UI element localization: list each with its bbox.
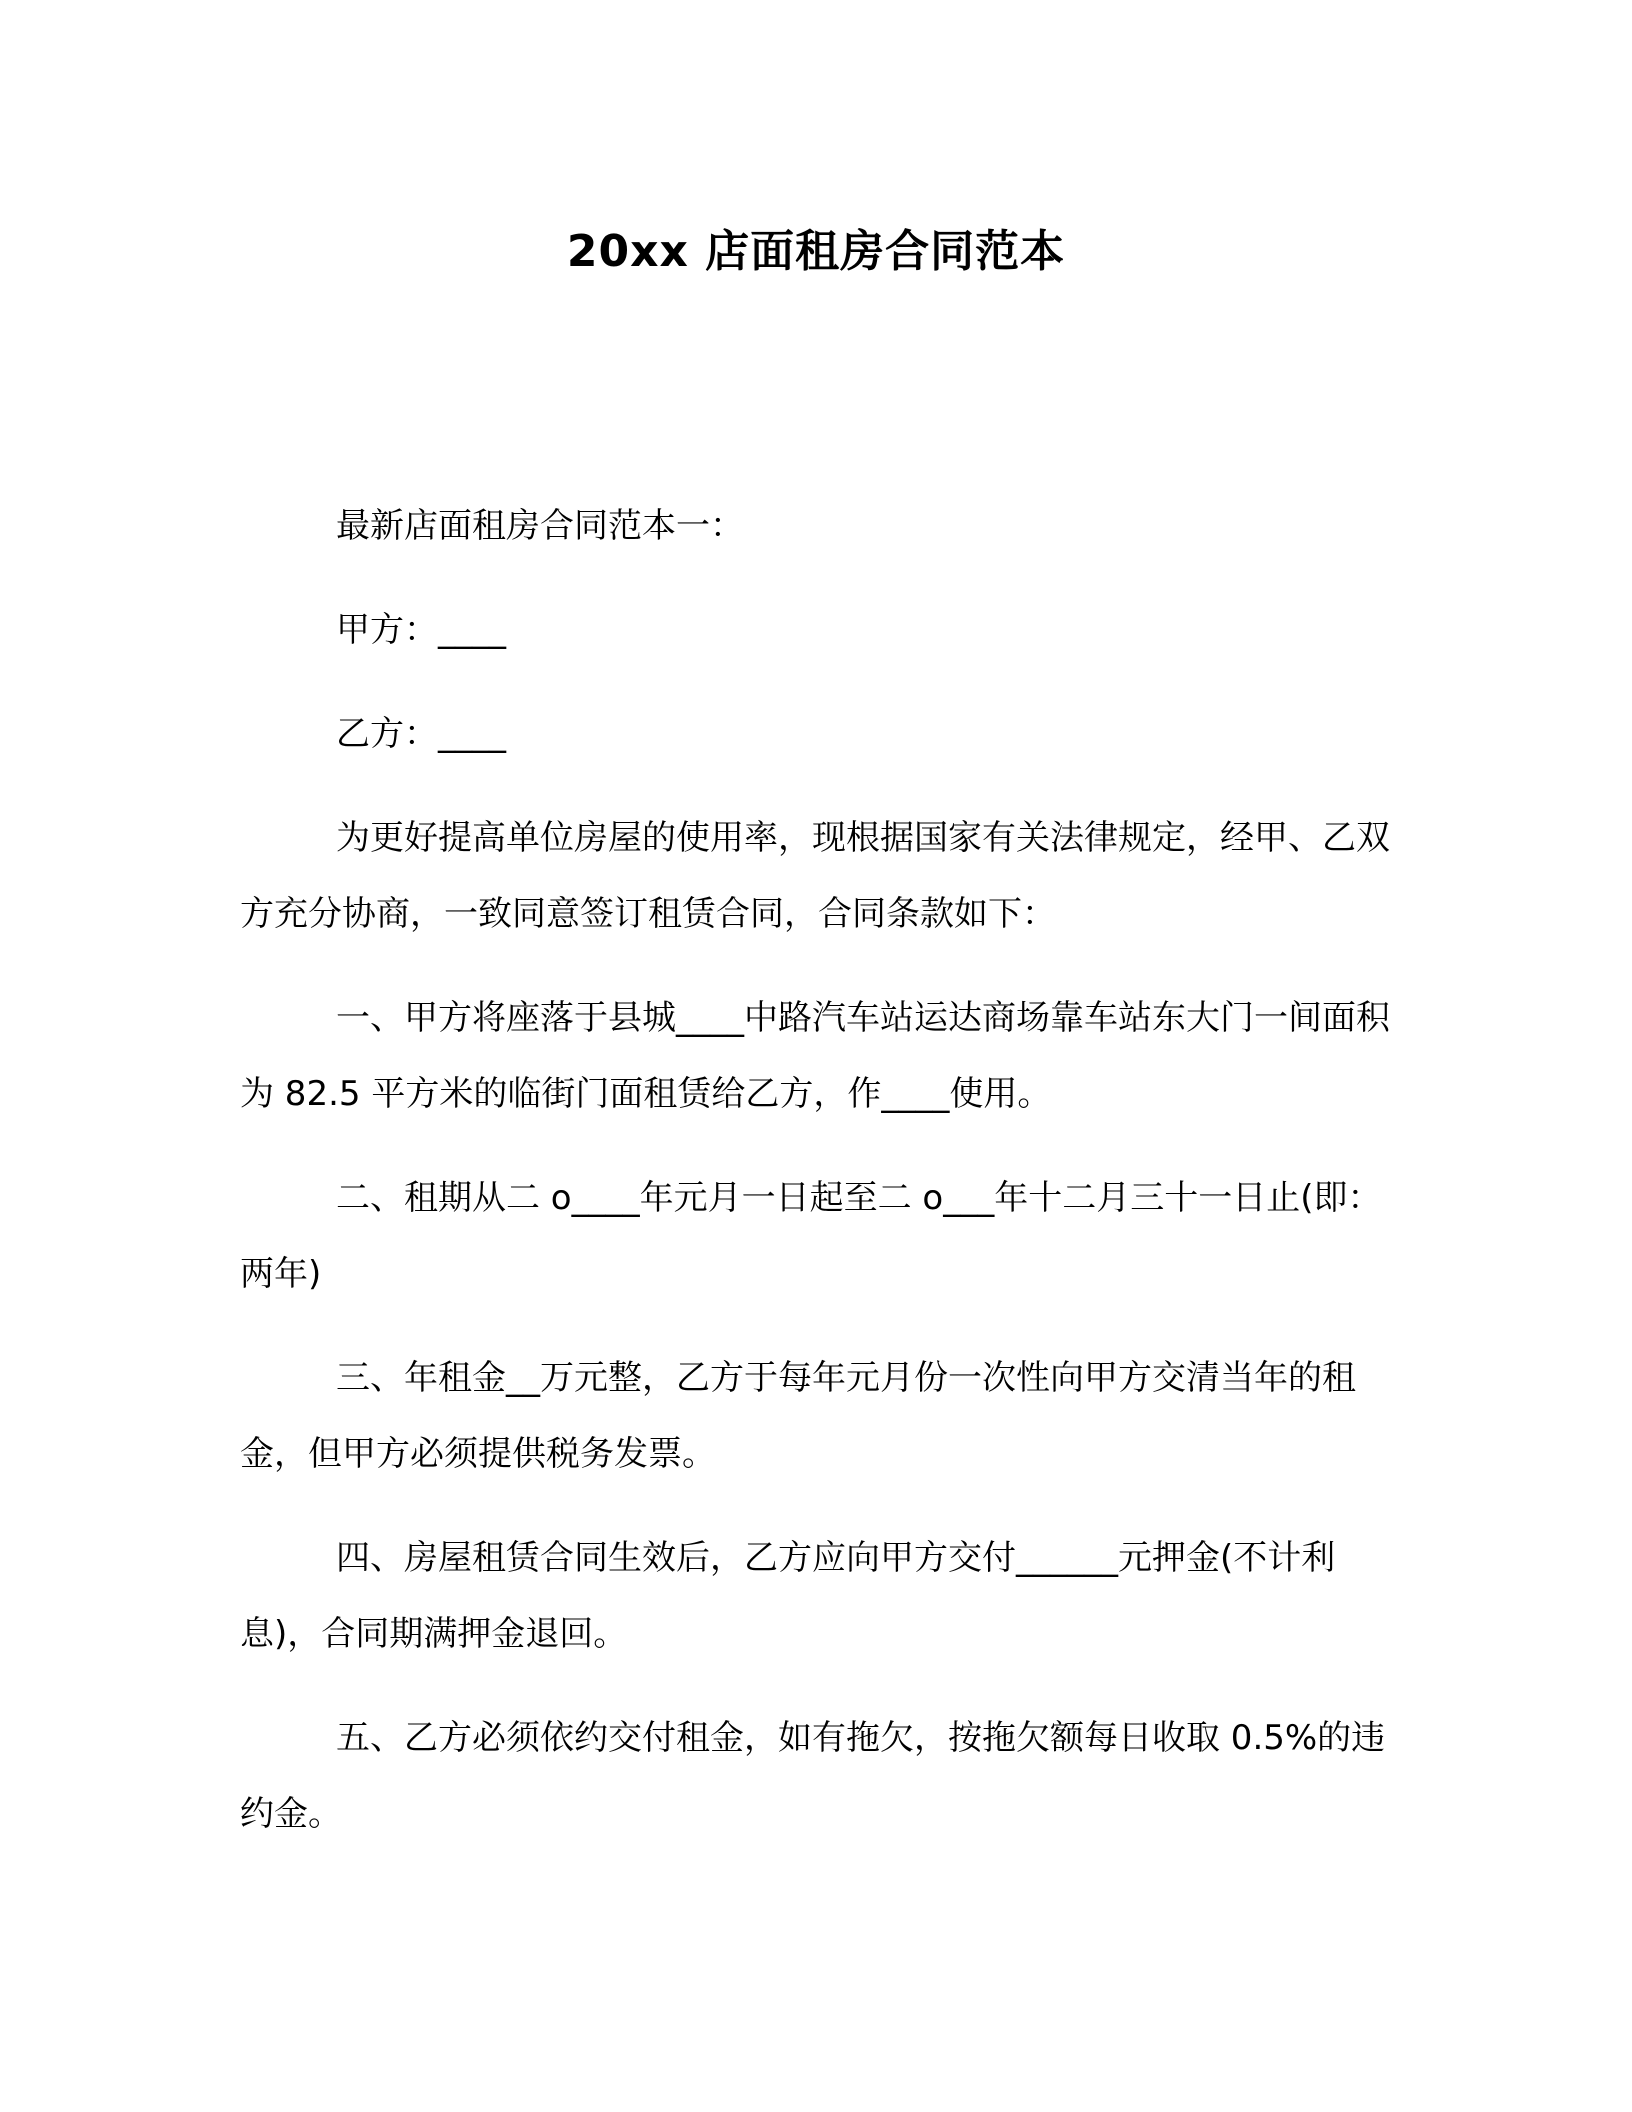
clause-4: 四、房屋租赁合同生效后，乙方应向甲方交付______元押金(不计利息)，合同期满押金退回。	[240, 1538, 1336, 1654]
party-a-line: 甲方：____	[336, 610, 506, 650]
clause-3: 三、年租金__万元整，乙方于每年元月份一次性向甲方交清当年的租金，但甲方必须提供税务发票。	[240, 1358, 1356, 1474]
document-title: 20xx 店面租房合同范本	[566, 226, 1066, 277]
party-b-line: 乙方：____	[336, 714, 506, 754]
preamble-paragraph: 为更好提高单位房屋的使用率，现根据国家有关法律规定，经甲、乙双方充分协商，一致同意签订租赁合同，合同条款如下：	[240, 818, 1390, 934]
document-body	[240, 488, 1400, 1880]
clause-2: 二、租期从二 o____年元月一日起至二 o___年十二月三十一日止(即：两年)	[240, 1178, 1382, 1294]
clause-1: 一、甲方将座落于县城____中路汽车站运达商场靠车站东大门一间面积为 82.5 平方米的临街门面租赁给乙方，作____使用。	[240, 998, 1390, 1114]
clause-5: 五、乙方必须依约交付租金，如有拖欠，按拖欠额每日收取 0.5%的违约金。	[240, 1718, 1386, 1834]
section-heading: 最新店面租房合同范本一：	[336, 506, 744, 546]
